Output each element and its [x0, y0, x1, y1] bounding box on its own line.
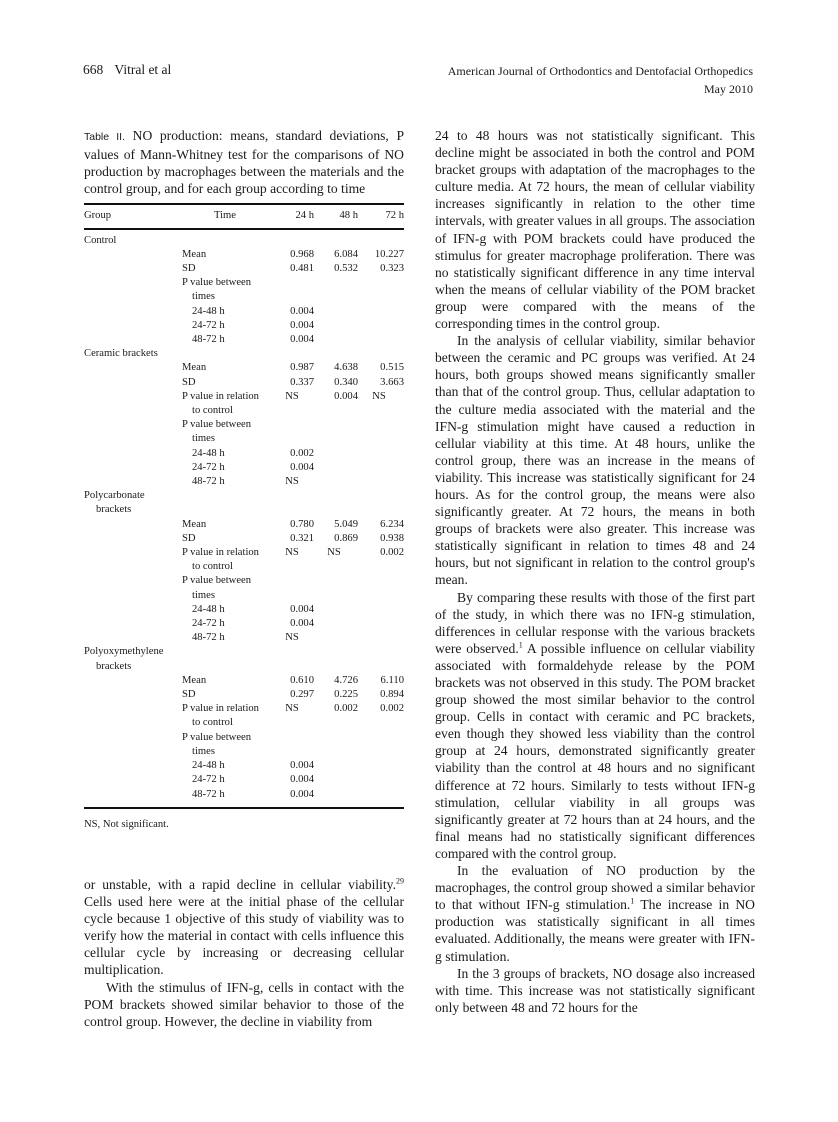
value-v24: 0.297: [290, 689, 314, 701]
table-row: [84, 574, 404, 602]
table-row: [84, 731, 404, 759]
value-v48: 0.532: [334, 262, 358, 274]
spacer-cell: [84, 418, 182, 446]
stat-text: SD: [182, 376, 196, 388]
value-v24: [274, 574, 314, 602]
table-footnote: NS, Not significant.: [84, 818, 169, 830]
stat-label: [182, 376, 274, 390]
stat-text: 48-72 h: [192, 632, 225, 644]
value-v24: 0.004: [290, 305, 314, 317]
value-v24: 0.337: [290, 376, 314, 388]
stat-text: SD: [182, 532, 196, 544]
table-row: [84, 319, 404, 333]
value-v48: 0.225: [334, 689, 358, 701]
table-row: [84, 631, 404, 645]
stat-label: [182, 759, 274, 773]
table-row: [84, 418, 404, 446]
value-v24: 0.968: [290, 248, 314, 260]
paragraph: 24 to 48 hours was not statistically significant. This decline might be associated in both the control and POM bracket groups with adaptation of the macrophages to the culture media. At 72 hours, the mean of cellular viability increases significantly in relation to the other time intervals, with greater values in all groups. The association of IFN-g with POM brackets could have produced the stimulus for greater macrophage proliferation. There was no statistically significant difference in any time interval when the means of cellular viability of the POM bracket group were compared with the means of the corresponding times in the control group.: [435, 128, 755, 332]
spacer-cell: [84, 788, 182, 808]
spacer-cell: [84, 276, 182, 304]
stat-text: 24-72 h: [192, 618, 225, 630]
value-v24: 0.481: [290, 262, 314, 274]
stat-label: [182, 461, 274, 475]
citation-ref: 29: [396, 876, 404, 886]
value-v48: [314, 731, 358, 759]
paragraph: [435, 862, 755, 965]
table-row: [84, 461, 404, 475]
stat-text: 24-48 h: [192, 447, 225, 459]
col-header-48h: 48 h: [314, 204, 358, 228]
col-header-72h: 72 h: [358, 204, 404, 228]
table-caption: [84, 127, 404, 197]
spacer-cell: [84, 674, 182, 688]
stat-label: [182, 305, 274, 319]
value-v72: 3.663: [380, 376, 404, 388]
stat-label: [182, 319, 274, 333]
stat-text: Mean: [182, 518, 207, 530]
value-v24: 0.002: [290, 447, 314, 459]
table-row: [84, 376, 404, 390]
value-v48: [314, 788, 358, 808]
value-v48: [314, 418, 358, 446]
value-v48: [314, 574, 358, 602]
stat-text: 48-72 h: [192, 334, 225, 345]
value-v48: NS: [327, 547, 341, 559]
value-v24: [274, 276, 314, 304]
spacer-cell: [84, 361, 182, 375]
value-v24: 0.321: [290, 532, 314, 544]
authors: Vitral et al: [114, 62, 172, 77]
value-v72: [358, 731, 404, 759]
citation-ref: 1: [518, 640, 523, 650]
value-v24: 0.610: [290, 674, 314, 686]
paragraph: In the analysis of cellular viability, similar behavior between the ceramic and PC groups was verified. At 24 hours, both groups showed means significantly smaller than that of the control group. Thus, cellular adaptation to the culture media associated with the material and the IFN-g stimulation might have caused a reduction in cellular viability at this time. At 48 hours, unlike the control group, there was an increase in the means of viability. This increase was statistically significant for 24 hours. As for the control group, the means were also significantly greater. At 72 hours, the means in both groups of brackets were also greater. This increase was statistically significant in relation to times 48 and 24 hours, but not significant in relation to the control group's mean.: [435, 333, 755, 588]
paragraph-text: By comparing these results with those of the first part of the study, in which there was no IFN-g stimulation, differences in cellular response with the various brackets were observed.: [435, 589, 755, 656]
value-v72: [358, 788, 404, 808]
value-v24: 0.004: [290, 774, 314, 786]
table-row: [84, 546, 404, 574]
value-v24: [274, 418, 314, 446]
group-name: [84, 645, 404, 673]
paragraph-text: The increase in NO production was statistically significant in all times evaluated. Additionally, the means were greater with IFN-g stimulation.: [435, 897, 756, 964]
stat-label: [182, 788, 274, 808]
col-header-time: Time: [182, 204, 274, 228]
stat-label: [182, 475, 274, 489]
value-v24: NS: [285, 547, 299, 559]
stat-text-cont: to control: [192, 561, 233, 573]
value-v24: 0.004: [290, 603, 314, 615]
value-v72: [358, 773, 404, 787]
value-v72: [358, 447, 404, 461]
table-row: [84, 674, 404, 688]
value-v72: 6.234: [380, 518, 404, 530]
spacer-cell: [84, 574, 182, 602]
col-header-group: Group: [84, 204, 182, 228]
value-v48: [314, 461, 358, 475]
stat-text-cont: times: [192, 291, 215, 303]
value-v72: [358, 475, 404, 489]
stat-text: P value in relation: [182, 547, 259, 559]
stat-text: P value between: [182, 731, 252, 743]
group-row: [84, 645, 404, 673]
table-row: [84, 788, 404, 808]
value-v72: 10.227: [374, 248, 404, 260]
table-row: [84, 688, 404, 702]
value-v72: [358, 631, 404, 645]
table-label: Table II.: [84, 131, 125, 143]
value-v48: [314, 447, 358, 461]
stat-label: [182, 688, 274, 702]
group-name: [84, 489, 404, 517]
value-v48: 6.084: [334, 248, 358, 260]
col-header-24h: 24 h: [274, 204, 314, 228]
value-v72: [358, 305, 404, 319]
paragraph-text: In the evaluation of NO production by the macrophages, the control group showed a similar behavior to that without IFN-g stimulation.: [435, 863, 755, 913]
citation-ref: 1: [630, 896, 635, 906]
table-row: [84, 248, 404, 262]
spacer-cell: [84, 305, 182, 319]
value-v48: 0.869: [334, 532, 358, 544]
value-v48: [314, 631, 358, 645]
paragraph: [84, 876, 404, 979]
value-v24: NS: [285, 390, 299, 402]
stat-label: [182, 546, 274, 574]
value-v72: 0.002: [380, 703, 404, 715]
stat-label: [182, 361, 274, 375]
value-v24: NS: [285, 632, 299, 644]
stat-label: [182, 702, 274, 730]
group-label: Ceramic brackets: [84, 348, 158, 360]
paragraph: [435, 589, 755, 863]
spacer-cell: [84, 518, 182, 532]
spacer-cell: [84, 759, 182, 773]
stat-label: [182, 574, 274, 602]
stat-label: [182, 418, 274, 446]
group-label: Polycarbonate: [84, 490, 145, 502]
group-label: Polyoxymethylene: [84, 646, 164, 658]
spacer-cell: [84, 688, 182, 702]
table-row: [84, 773, 404, 787]
stat-label: [182, 276, 274, 304]
spacer-cell: [84, 248, 182, 262]
stat-label: [182, 617, 274, 631]
stat-text: P value between: [182, 419, 252, 431]
table-row: [84, 532, 404, 546]
stat-text-cont: times: [192, 745, 215, 757]
stat-label: [182, 518, 274, 532]
stat-label: [182, 603, 274, 617]
table-ii-block: [84, 127, 404, 833]
table-row: [84, 518, 404, 532]
value-v48: 4.726: [334, 674, 358, 686]
table-row: [84, 475, 404, 489]
stat-label: [182, 773, 274, 787]
group-row: [84, 229, 404, 248]
value-v24: 0.004: [290, 760, 314, 772]
value-v72: [358, 461, 404, 475]
value-v48: [314, 319, 358, 333]
stat-label: [182, 447, 274, 461]
stat-text-cont: to control: [192, 717, 233, 729]
stat-text: 24-72 h: [192, 319, 225, 331]
spacer-cell: [84, 447, 182, 461]
stat-text: Mean: [182, 248, 207, 260]
value-v72: 0.515: [380, 362, 404, 374]
group-name: [84, 347, 404, 361]
stat-text: 24-72 h: [192, 774, 225, 786]
value-v72: 6.110: [380, 674, 404, 686]
stat-text: 48-72 h: [192, 788, 225, 800]
spacer-cell: [84, 702, 182, 730]
value-v48: [314, 475, 358, 489]
issue-date: May 2010: [704, 82, 753, 96]
value-v72: 0.894: [380, 689, 404, 701]
table-row: [84, 617, 404, 631]
value-v48: [314, 603, 358, 617]
stat-text: 24-48 h: [192, 760, 225, 772]
value-v72: 0.323: [380, 262, 404, 274]
table-row: [84, 262, 404, 276]
spacer-cell: [84, 631, 182, 645]
paragraph: In the 3 groups of brackets, NO dosage also increased with time. This increase was not statistically significant only between 48 and 72 hours for the: [435, 965, 755, 1015]
paragraph: With the stimulus of IFN-g, cells in contact with the POM brackets showed similar behavior to those of the control group. However, the decline in viability from: [84, 979, 404, 1029]
spacer-cell: [84, 546, 182, 574]
value-v48: [314, 773, 358, 787]
spacer-cell: [84, 617, 182, 631]
right-column-body: [435, 127, 755, 1016]
group-row: [84, 489, 404, 517]
stat-text: P value between: [182, 277, 252, 289]
value-v24: 0.004: [290, 461, 314, 473]
value-v48: 0.340: [334, 376, 358, 388]
spacer-cell: [84, 461, 182, 475]
value-v24: [274, 731, 314, 759]
table-row: [84, 759, 404, 773]
value-v48: 0.002: [334, 703, 358, 715]
spacer-cell: [84, 731, 182, 759]
value-v24: 0.004: [290, 319, 314, 331]
table-row: [84, 305, 404, 319]
running-header-right: [448, 62, 753, 98]
value-v24: 0.004: [290, 334, 314, 345]
group-name: [84, 229, 404, 248]
stat-text: 24-48 h: [192, 603, 225, 615]
paragraph-text: Cells used here were at the initial phase of the cellular cycle because 1 objective of this study of viability was to verify how the material in contact with cells influence this cellular cycle by increasing or decreasing cellular multiplication.: [84, 894, 404, 978]
value-v72: [358, 333, 404, 347]
stat-label: [182, 390, 274, 418]
table-row: [84, 447, 404, 461]
value-v48: [314, 305, 358, 319]
group-label-cont: brackets: [96, 504, 132, 516]
value-v24: 0.004: [290, 618, 314, 630]
spacer-cell: [84, 773, 182, 787]
table-header-row: [84, 204, 404, 228]
running-header-left: [83, 62, 171, 78]
value-v72: NS: [372, 390, 386, 402]
value-v72: [358, 319, 404, 333]
spacer-cell: [84, 603, 182, 617]
group-row: [84, 347, 404, 361]
value-v24: NS: [285, 703, 299, 715]
value-v72: 0.002: [380, 547, 404, 559]
stat-text-cont: times: [192, 433, 215, 445]
paragraph-text: or unstable, with a rapid decline in cellular viability.: [84, 877, 396, 892]
value-v24: 0.780: [290, 518, 314, 530]
value-v48: [314, 617, 358, 631]
spacer-cell: [84, 319, 182, 333]
stat-text: P value in relation: [182, 390, 259, 402]
value-v48: 0.004: [334, 390, 358, 402]
value-v72: [358, 418, 404, 446]
value-v72: [358, 574, 404, 602]
table-caption-text: NO production: means, standard deviations, P values of Mann-Whitney test for the comparisons of NO production by macrophages between the materials and the control group, and for each group according to time: [84, 128, 405, 197]
stat-text: Mean: [182, 362, 207, 374]
value-v72: 0.938: [380, 532, 404, 544]
spacer-cell: [84, 532, 182, 546]
value-v48: [314, 276, 358, 304]
stat-text-cont: to control: [192, 405, 233, 417]
value-v72: [358, 617, 404, 631]
paragraph-text: A possible influence on cellular viability associated with formaldehyde release by the POM brackets was not observed in this study. The POM bracket group showed the most similar behavior to the control group. Cells in contact with ceramic and PC brackets, even though they showed less viability than the control group at 24 hours, demonstrated significantly greater viability than the control at 48 hours and no significant difference at 72 hours. Similarly to tests without IFN-g stimulation, cellular viability in all groups was significantly greater at 72 hours than at 24 hours, and the final means had no statistically significant differences compared with the control group.: [435, 640, 756, 861]
value-v48: 4.638: [334, 362, 358, 374]
stat-label: [182, 262, 274, 276]
table-row: [84, 390, 404, 418]
value-v72: [358, 603, 404, 617]
stat-label: [182, 248, 274, 262]
no-production-table: [84, 203, 404, 808]
stat-label: [182, 674, 274, 688]
stat-text: 48-72 h: [192, 476, 225, 488]
stat-label: [182, 731, 274, 759]
stat-text: P value between: [182, 575, 252, 587]
stat-label: [182, 333, 274, 347]
stat-text: P value in relation: [182, 703, 259, 715]
value-v72: [358, 276, 404, 304]
group-label: Control: [84, 234, 117, 246]
value-v48: [314, 333, 358, 347]
spacer-cell: [84, 390, 182, 418]
spacer-cell: [84, 376, 182, 390]
stat-text: SD: [182, 689, 196, 701]
table-row: [84, 276, 404, 304]
stat-label: [182, 532, 274, 546]
table-row: [84, 361, 404, 375]
stat-label: [182, 631, 274, 645]
stat-text: Mean: [182, 674, 207, 686]
value-v48: [314, 759, 358, 773]
value-v24: 0.004: [274, 788, 314, 808]
value-v24: NS: [285, 476, 299, 488]
spacer-cell: [84, 333, 182, 347]
page-number: 668: [83, 62, 104, 77]
spacer-cell: [84, 262, 182, 276]
value-v48: 5.049: [334, 518, 358, 530]
left-column-body: [84, 876, 404, 1030]
table-row: [84, 702, 404, 730]
table-row: [84, 333, 404, 347]
stat-text: 24-72 h: [192, 461, 225, 473]
spacer-cell: [84, 475, 182, 489]
table-row: [84, 603, 404, 617]
stat-text: SD: [182, 262, 196, 274]
stat-text: 24-48 h: [192, 305, 225, 317]
value-v72: [358, 759, 404, 773]
stat-text-cont: times: [192, 589, 215, 601]
value-v24: 0.987: [290, 362, 314, 374]
group-label-cont: brackets: [96, 660, 132, 672]
journal-title: American Journal of Orthodontics and Dentofacial Orthopedics: [447, 64, 753, 78]
